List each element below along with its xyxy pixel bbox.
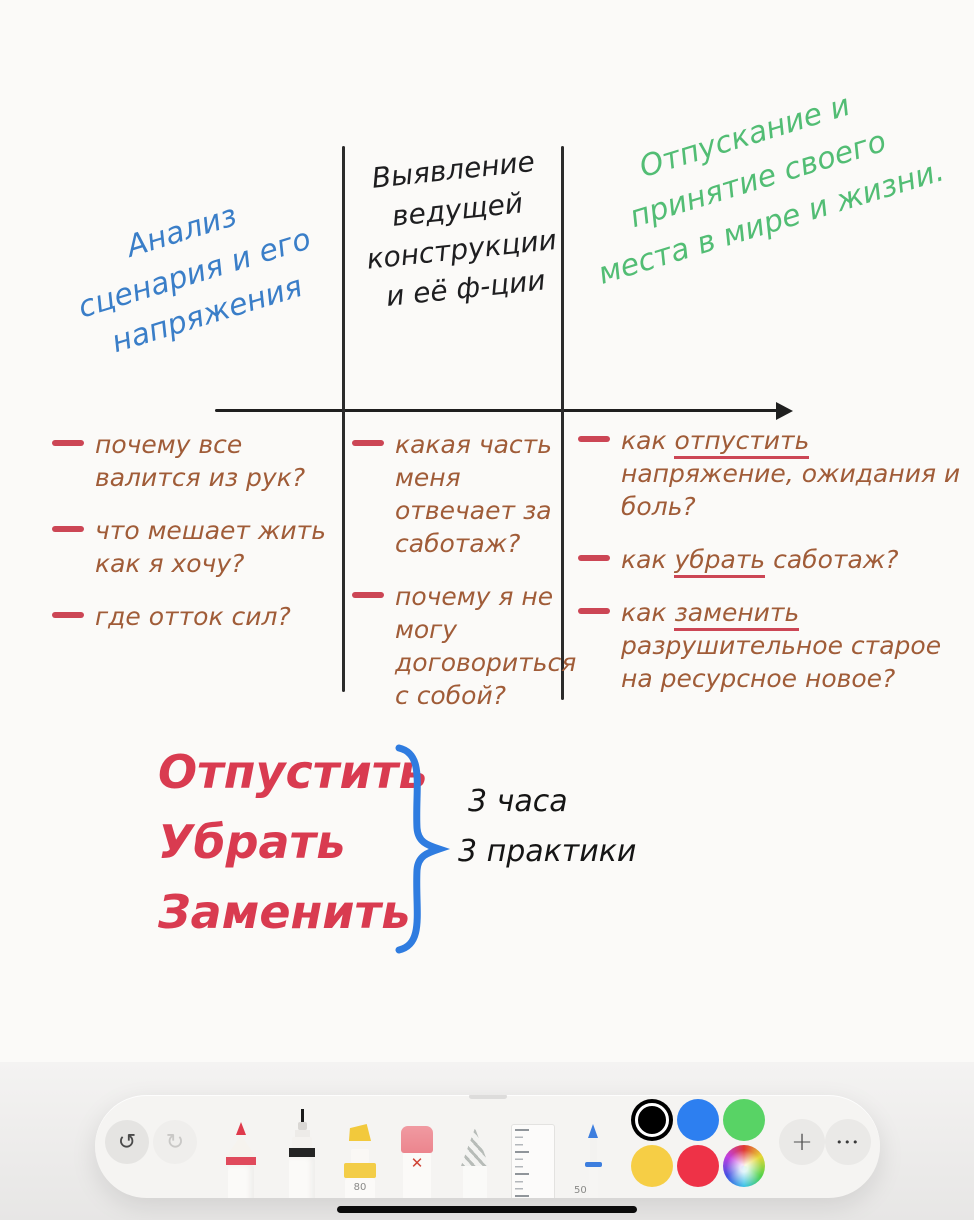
dash-marker <box>578 555 610 561</box>
fineliner-collar <box>298 1122 307 1130</box>
pencil-tool[interactable] <box>460 1128 490 1198</box>
fineliner-barrel <box>289 1157 315 1198</box>
ruler-tool[interactable] <box>512 1124 554 1198</box>
highlighter-upper-body <box>351 1149 369 1163</box>
pencil-cone <box>226 1135 256 1157</box>
summary-word: Заменить <box>158 884 411 939</box>
highlighter-size-label: 80 <box>345 1178 375 1198</box>
question-item <box>352 580 577 712</box>
note-hours: 3 часа <box>468 784 568 819</box>
pencil-body <box>463 1166 487 1198</box>
header-analysis: Анализ сценария и его напряжения <box>74 198 315 361</box>
fineliner-neck <box>292 1137 312 1148</box>
axis-arrow-line <box>215 409 777 412</box>
fineliner-collar <box>295 1130 310 1137</box>
underlined-keyword: заменить <box>674 598 799 631</box>
highlighter-tool[interactable] <box>344 1124 376 1198</box>
right-question-column <box>578 424 970 715</box>
fineliner-pen-tool[interactable] <box>287 1109 317 1198</box>
question-text: что мешает жить как я хочу? <box>95 516 326 578</box>
redo-button[interactable]: ↻ <box>153 1120 197 1164</box>
dash-marker <box>578 608 610 614</box>
eraser-body <box>403 1153 431 1198</box>
pencil-color-band <box>226 1157 256 1165</box>
color-swatch-blue[interactable] <box>677 1099 719 1141</box>
question-rest: саботаж? <box>765 545 899 574</box>
more-options-button[interactable]: ••• <box>825 1119 871 1165</box>
question-item <box>578 596 970 695</box>
pencil-lead-tip <box>236 1122 246 1135</box>
question-item <box>52 514 332 580</box>
question-prefix: как <box>621 598 675 627</box>
underlined-keyword: отпустить <box>674 426 809 459</box>
detail-pen-body <box>589 1167 598 1198</box>
underlined-keyword: убрать <box>674 545 765 578</box>
dash-marker <box>578 436 610 442</box>
color-swatch-yellow[interactable] <box>631 1145 673 1187</box>
dash-marker <box>352 592 384 598</box>
question-text <box>621 596 970 695</box>
eraser-x-icon: ✕ <box>410 1154 424 1172</box>
left-question-column <box>52 428 332 653</box>
add-button[interactable]: + <box>779 1119 825 1165</box>
question-prefix: как <box>621 426 675 455</box>
summary-word: Отпустить <box>158 745 428 799</box>
curly-brace <box>385 742 451 960</box>
dash-marker <box>52 526 84 532</box>
note-practices: 3 практики <box>458 834 637 869</box>
ruler-body <box>511 1124 555 1198</box>
question-text <box>621 424 970 523</box>
highlighter-neck <box>355 1141 365 1149</box>
question-rest: напряжение, ожидания и боль? <box>621 459 961 521</box>
highlighter-chisel-tip <box>348 1124 372 1141</box>
question-item <box>578 424 970 523</box>
pencil-hatched-tip <box>461 1128 489 1166</box>
header-acceptance: Отпускание и принятие своего места в мире и жизни. <box>594 87 949 292</box>
summary-word: Убрать <box>158 814 346 869</box>
undo-button[interactable]: ↺ <box>105 1120 149 1164</box>
color-picker-spectrum[interactable] <box>723 1145 765 1187</box>
colored-pencil-tool[interactable] <box>226 1122 256 1198</box>
fineliner-band <box>289 1148 315 1157</box>
vertical-divider-left <box>342 146 345 692</box>
color-swatch-red[interactable] <box>677 1145 719 1187</box>
drawing-toolbar <box>95 1095 880 1198</box>
question-item <box>52 600 332 633</box>
toolbar-drag-handle[interactable] <box>469 1095 507 1099</box>
highlighter-color-band <box>344 1163 376 1178</box>
axis-arrowhead-icon <box>776 402 793 420</box>
ruler-tick-marks <box>515 1129 529 1198</box>
question-prefix: как <box>621 545 675 574</box>
header-construction: Выявление ведущей конструкции и её ф-ции <box>364 144 559 314</box>
home-indicator[interactable] <box>337 1206 637 1213</box>
detail-pen-tip <box>588 1124 598 1138</box>
dash-marker <box>352 440 384 446</box>
detail-pen-shaft <box>590 1138 597 1162</box>
color-swatch-green[interactable] <box>723 1099 765 1141</box>
question-text: где отток сил? <box>95 602 291 631</box>
dash-marker <box>52 440 84 446</box>
question-text: какая часть меня отвечает за саботаж? <box>395 430 552 558</box>
fineliner-nib <box>301 1109 304 1122</box>
question-text: почему все валится из рук? <box>95 430 306 492</box>
question-text <box>621 543 899 576</box>
eraser-tool[interactable] <box>401 1126 433 1198</box>
question-text: почему я не могу договориться с собой? <box>395 582 577 710</box>
eraser-cap <box>401 1126 433 1153</box>
detail-pen-tool[interactable] <box>574 1124 604 1198</box>
question-item <box>578 543 970 576</box>
middle-question-column <box>352 428 577 732</box>
detail-pen-size-label: 50 <box>574 1185 587 1196</box>
question-item <box>52 428 332 494</box>
color-swatch-black[interactable] <box>631 1099 673 1141</box>
dash-marker <box>52 612 84 618</box>
question-rest: разрушительное старое на ресурсное новое? <box>621 631 942 693</box>
pencil-barrel <box>228 1165 254 1198</box>
question-item <box>352 428 560 560</box>
